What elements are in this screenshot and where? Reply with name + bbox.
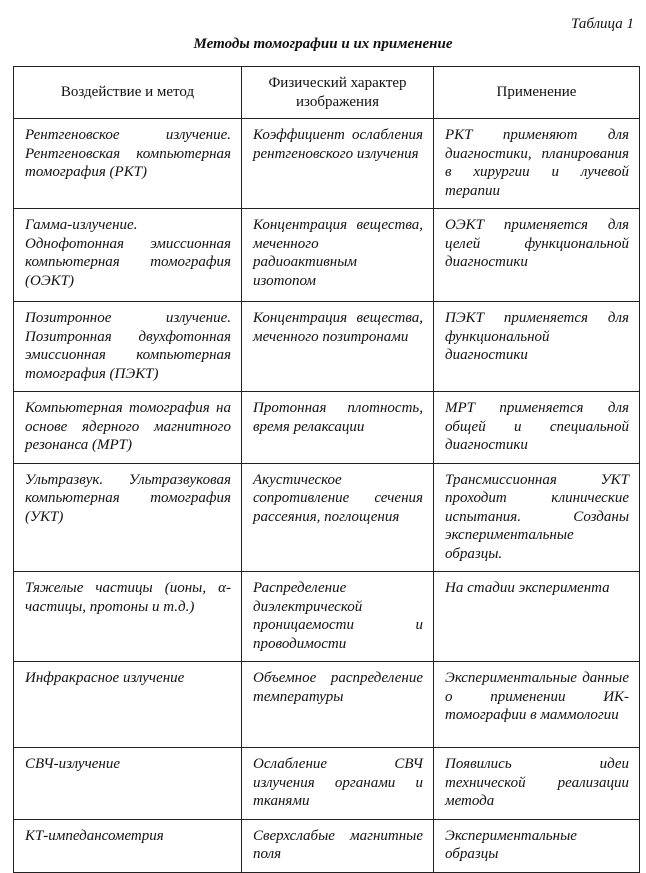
header-image: Физический характер изображения: [242, 67, 434, 119]
method-cell: Инфракрасное излучение: [14, 662, 242, 748]
application-cell: Трансмиссионная УКТ проходит клинические испытания. Созданы экспериментальные образцы.: [434, 463, 640, 572]
method-cell: КТ-импедансометрия: [14, 819, 242, 872]
application-cell: РКТ применяют для диагностики, планирования в хирургии и лучевой терапии: [434, 119, 640, 209]
image-cell: Распределение диэлектрической проницаемости и проводимости: [242, 572, 434, 662]
image-cell: Сверхслабые магнитные поля: [242, 819, 434, 872]
image-cell: Акустическое сопротивление сечения рассеяния, поглощения: [242, 463, 434, 572]
method-cell: Рентгеновское излучение. Рентгеновская компьютерная томография (РКТ): [14, 119, 242, 209]
image-cell: Концентрация вещества, меченного позитронами: [242, 302, 434, 392]
application-cell: Появились идеи технической реализации метода: [434, 748, 640, 820]
method-cell: Тяжелые частицы (ионы, α-частицы, протоны и т.д.): [14, 572, 242, 662]
application-cell: На стадии эксперимента: [434, 572, 640, 662]
table-row: [14, 819, 640, 872]
image-cell: Ослабление СВЧ излучения органами и тканями: [242, 748, 434, 820]
table-row: [14, 392, 640, 464]
table-row: [14, 662, 640, 748]
method-cell: Ультразвук. Ультразвуковая компьютерная томография (УКТ): [14, 463, 242, 572]
table-row: [14, 748, 640, 820]
header-method: Воздействие и метод: [14, 67, 242, 119]
table-number: Таблица 1: [571, 16, 634, 32]
tomography-methods-table: [13, 66, 640, 873]
header-application: Применение: [434, 67, 640, 119]
application-cell: Экспериментальные образцы: [434, 819, 640, 872]
header-row: [14, 67, 640, 119]
image-cell: Объемное распределение температуры: [242, 662, 434, 748]
method-cell: Компьютерная томография на основе ядерного магнитного резонанса (МРТ): [14, 392, 242, 464]
application-cell: МРТ применяется для общей и специальной диагностики: [434, 392, 640, 464]
method-cell: СВЧ-излучение: [14, 748, 242, 820]
image-cell: Концентрация вещества, меченного радиоактивным изотопом: [242, 209, 434, 302]
application-cell: ОЭКТ применяется для целей функциональной диагностики: [434, 209, 640, 302]
image-cell: Коэффициент ослабления рентгеновского излучения: [242, 119, 434, 209]
image-cell: Протонная плотность, время релаксации: [242, 392, 434, 464]
table-row: [14, 209, 640, 302]
table-row: [14, 572, 640, 662]
method-cell: Позитронное излучение. Позитронная двухфотонная эмиссионная компьютерная томография (ПЭКТ): [14, 302, 242, 392]
table-title: Методы томографии и их применение: [193, 36, 453, 52]
method-cell: Гамма-излучение. Однофотонная эмиссионная компьютерная томография (ОЭКТ): [14, 209, 242, 302]
application-cell: Экспериментальные данные о применении ИК-томографии в маммологии: [434, 662, 640, 748]
application-cell: ПЭКТ применяется для функциональной диагностики: [434, 302, 640, 392]
table-row: [14, 463, 640, 572]
table-row: [14, 302, 640, 392]
table-row: [14, 119, 640, 209]
